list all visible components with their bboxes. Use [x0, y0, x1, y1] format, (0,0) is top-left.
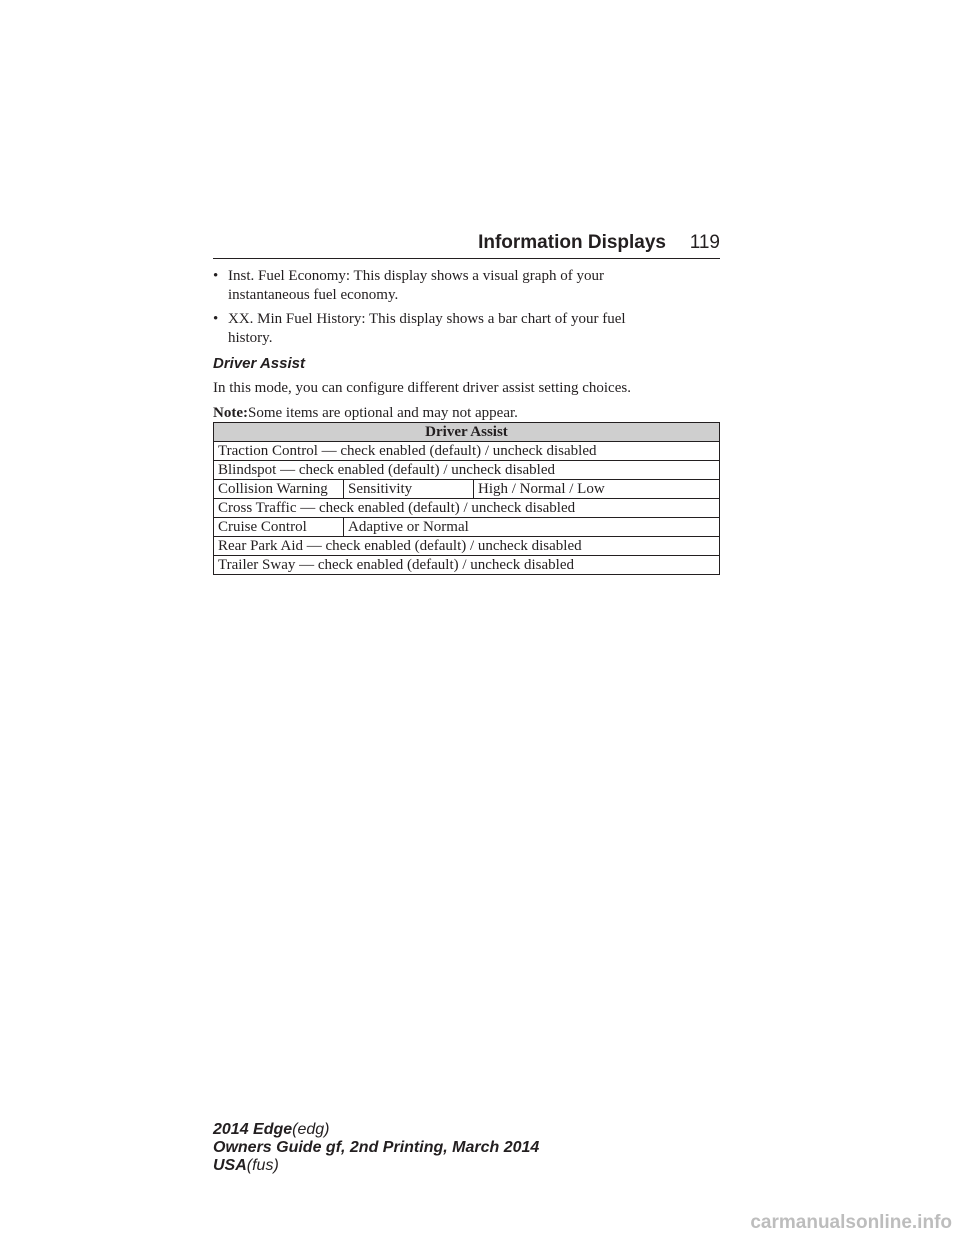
table-row — [214, 556, 720, 575]
page-footer — [213, 1121, 539, 1175]
table-row — [214, 518, 720, 537]
bullet-item — [213, 267, 720, 305]
page-number: 119 — [689, 232, 720, 253]
watermark-text: carmanualsonline.info — [750, 1212, 952, 1233]
bullet-text-line: XX. Min Fuel History: This display shows a bar chart of your fuel — [228, 311, 626, 327]
rear-park-aid-row: Rear Park Aid — check enabled (default) / uncheck disabled — [214, 537, 720, 556]
driver-assist-table — [213, 422, 720, 575]
blindspot-row: Blindspot — check enabled (default) / uncheck disabled — [214, 461, 720, 480]
intro-paragraph: In this mode, you can configure different driver assist setting choices. — [213, 380, 631, 396]
cross-traffic-row: Cross Traffic — check enabled (default) / uncheck disabled — [214, 499, 720, 518]
bullet-item — [213, 310, 720, 348]
note-paragraph — [213, 404, 720, 423]
cruise-options-cell: Adaptive or Normal — [344, 518, 720, 537]
table-row — [214, 461, 720, 480]
table-title: Driver Assist — [214, 423, 720, 442]
bullet-text-line: instantaneous fuel economy. — [228, 287, 399, 303]
bullet-dot: • — [213, 311, 219, 327]
footer-market: USA — [213, 1157, 247, 1174]
page-content — [213, 267, 720, 429]
footer-line — [213, 1121, 539, 1139]
section-title: Information Displays — [478, 232, 666, 253]
subheading: Driver Assist — [213, 355, 305, 372]
table-row — [214, 442, 720, 461]
footer-model-code: (edg) — [292, 1121, 330, 1138]
page-header — [213, 228, 720, 259]
bullet-text-line: history. — [228, 330, 273, 346]
trailer-sway-row: Trailer Sway — check enabled (default) / uncheck disabled — [214, 556, 720, 575]
collision-setting-cell: Sensitivity — [344, 480, 474, 499]
footer-guide: Owners Guide gf, 2nd Printing, March 2014 — [213, 1139, 540, 1156]
footer-line — [213, 1157, 539, 1175]
collision-warning-cell: Collision Warning — [214, 480, 344, 499]
bullet-dot: • — [213, 268, 219, 284]
table-row — [214, 499, 720, 518]
cruise-control-cell: Cruise Control — [214, 518, 344, 537]
note-label: Note: — [213, 405, 248, 421]
footer-market-code: (fus) — [246, 1157, 279, 1174]
footer-model: 2014 Edge — [213, 1121, 293, 1138]
traction-control-row: Traction Control — check enabled (default) / uncheck disabled — [214, 442, 720, 461]
collision-options-cell: High / Normal / Low — [474, 480, 720, 499]
table-row — [214, 480, 720, 499]
table-row — [214, 537, 720, 556]
note-text: Some items are optional and may not appear. — [247, 405, 518, 421]
bullet-text-line: Inst. Fuel Economy: This display shows a visual graph of your — [228, 268, 604, 284]
